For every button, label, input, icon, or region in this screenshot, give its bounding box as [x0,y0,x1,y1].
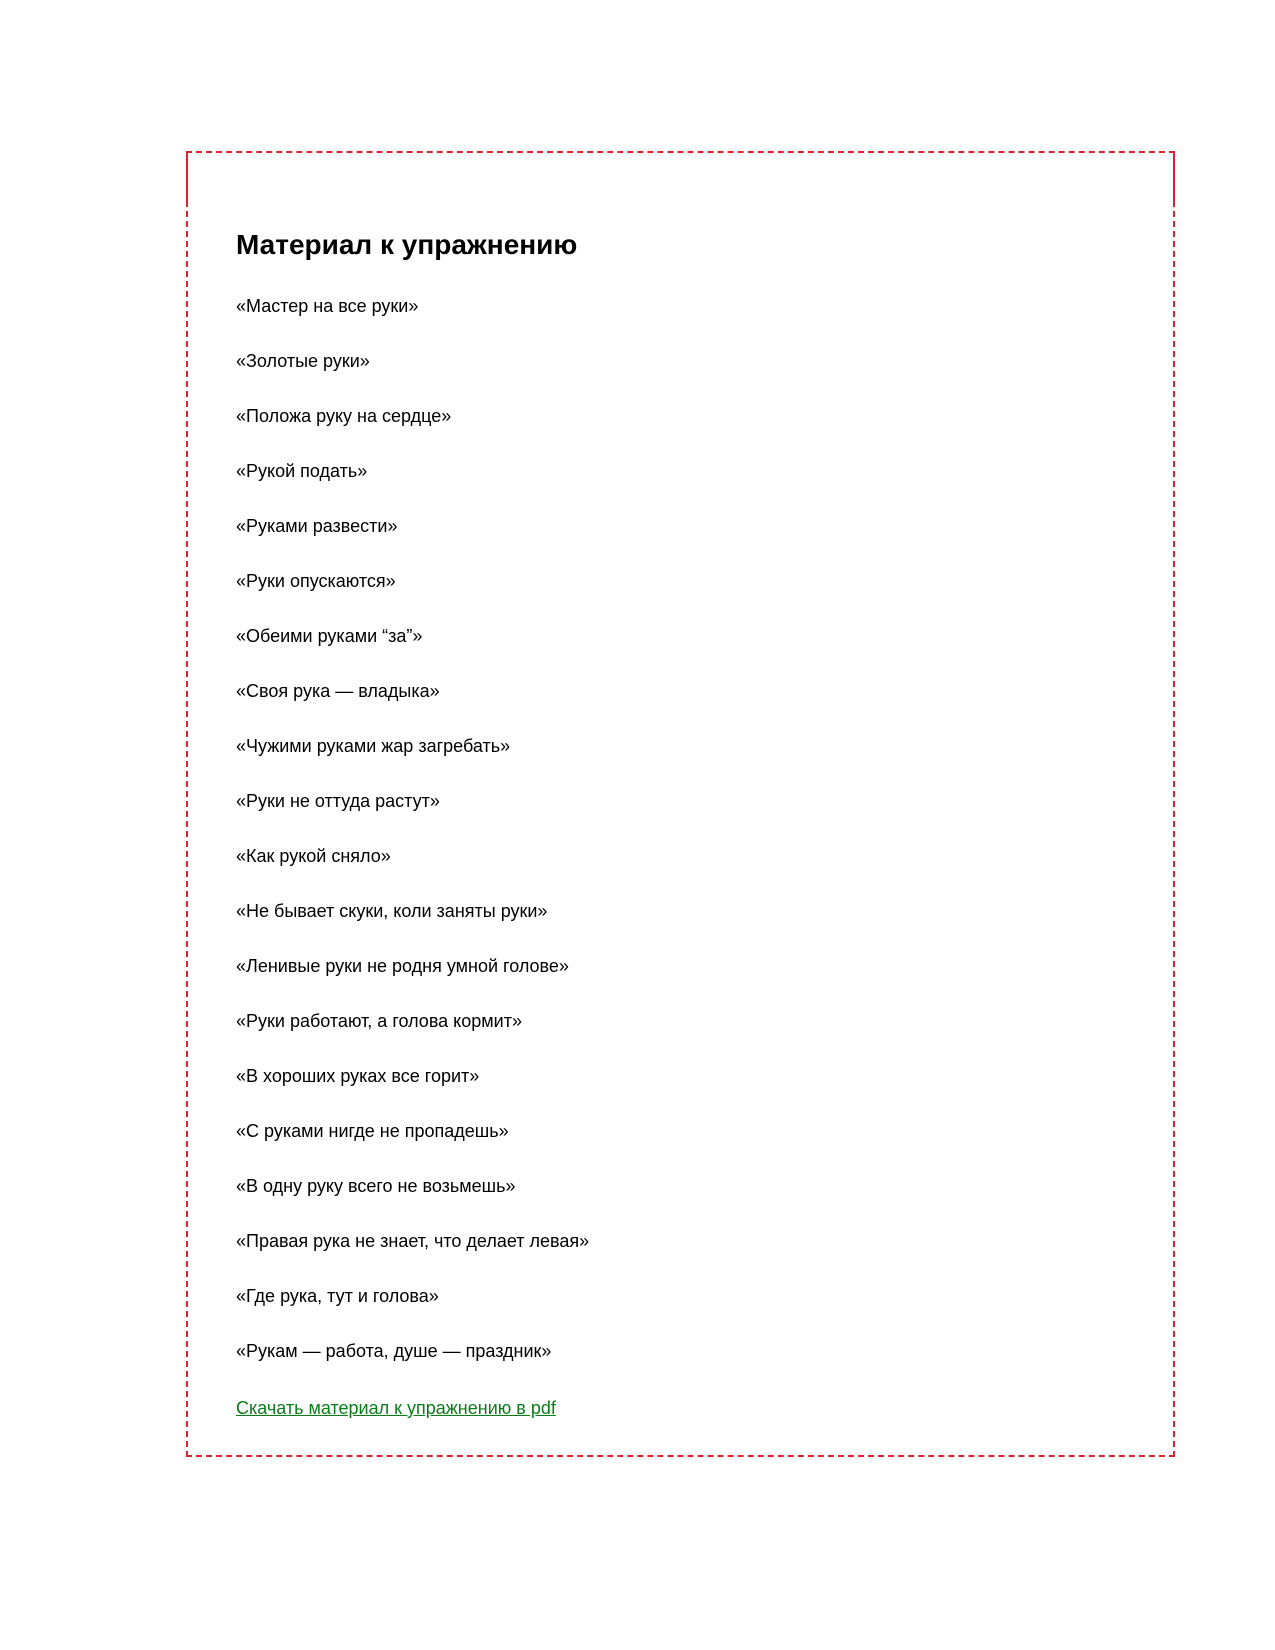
box-corner-left-accent [186,151,188,201]
phrase-item: «Руки опускаются» [236,571,396,591]
material-title: Материал к упражнению [236,229,578,260]
phrase-item: «Чужими руками жар загребать» [236,736,511,756]
phrase-item: «Руки не оттуда растут» [236,791,440,811]
phrase-item: «Мастер на все руки» [236,296,419,316]
phrase-item: «Положа руку на сердце» [236,406,452,426]
phrase-item: «Руки работают, а голова кормит» [236,1011,522,1031]
phrase-item: «Золотые руки» [236,351,370,371]
phrase-item: «Рукой подать» [236,461,368,481]
phrase-item: «Своя рука — владыка» [236,681,440,701]
phrase-item: «В хороших руках все горит» [236,1066,480,1086]
box-corner-right-accent [1173,151,1175,201]
phrase-item: «Как рукой сняло» [236,846,391,866]
phrase-item: «Где рука, тут и голова» [236,1286,439,1306]
phrase-item: «Правая рука не знает, что делает левая» [236,1231,590,1251]
phrase-item: «Руками развести» [236,516,398,536]
phrase-item: «С руками нигде не пропадешь» [236,1121,509,1141]
phrase-item: «Рукам — работа, душе — праздник» [236,1341,552,1361]
phrase-item: «Ленивые руки не родня умной голове» [236,956,569,976]
phrase-item: «В одну руку всего не возьмешь» [236,1176,516,1196]
material-box [186,151,1175,1457]
phrase-item: «Не бывает скуки, коли заняты руки» [236,901,548,921]
phrase-list [236,295,589,1395]
phrase-item: «Обеими руками “за”» [236,626,423,646]
download-pdf-link[interactable]: Скачать материал к упражнению в pdf [236,1398,556,1418]
